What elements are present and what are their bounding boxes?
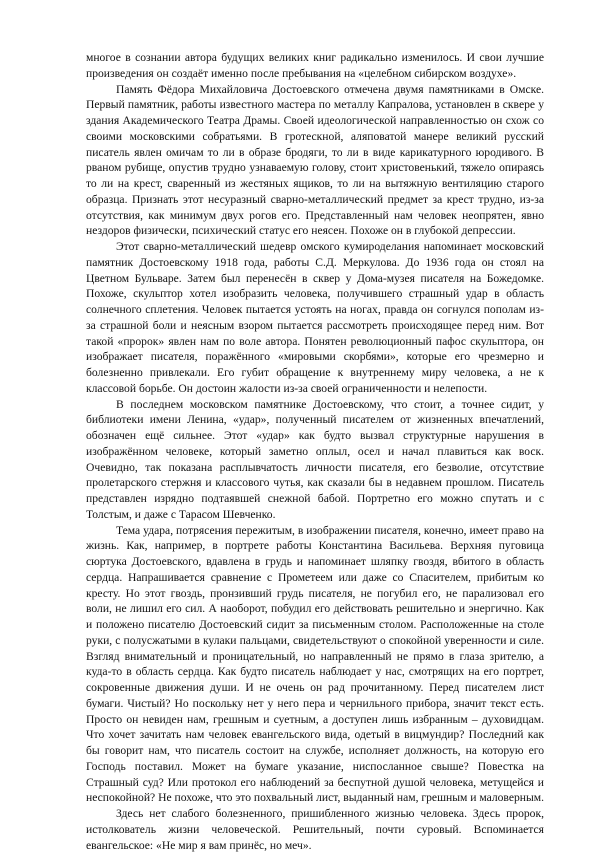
body-text (86, 50, 544, 853)
paragraph-merkulov-monument: Этот сварно-металлический шедевр омского кумироделания напоминает московский памятник Достоевскому 1918 года, работы С.Д. Меркулова. До 1936 года он стоял на Цветном Бульваре. Затем был перенесён в сквер у Дома-музея писателя на Божедомке. Похоже, скульптор хотел изобразить человека, получившего страшный удар в область солнечного сплетения. Человек пытается устоять на ногах, правда он согнулся пополам из-за страшной боли и неясным взором пытается рассмотреть происходящее перед ним. Вот такой «пророк» явлен нам по воле автора. Понятен революционный пафос скульптора, он изображает писателя, поражённого «мировыми скорбями», которые его чрезмерно и болезненно привлекали. Его губит обращение к внутреннему миру человека, а не к классовой борьбе. Он достоин жалости из-за своей ограниченности и нелепости. (86, 240, 544, 395)
paragraph-continuation: многое в сознании автора будущих великих книг радикально изменилось. И свои лучшие произведения он создаёт именно после пребывания на «целебном сибирском воздухе». (86, 51, 544, 80)
paragraph-vasiliev-portrait: Тема удара, потрясения пережитым, в изображении писателя, конечно, имеет право на жизнь. Как, например, в портрете работы Константина Васильева. Верхняя пуговица сюртука Достоевского, вдавлена в грудь и напоминает шляпку гвоздя, вбитого в область сердца. Напрашивается сравнение с Прометеем или даже со Спасителем, прибитым ко кресту. Но этот гвоздь, пронзивший грудь писателя, не погубил его, не парализовал его воли, не лишил его сил. А наоборот, побудил его действовать решительно и энергично. Как и положено писателю Достоевский сидит за письменным столом. Расположенные на столе руки, с полусжатыми в кулаки пальцами, свидетельствуют о спокойной уверенности и силе. Взгляд внимательный и проницательный, но направленный не прямо в глаза зрителю, а куда-то в область сердца. Как будто писатель наблюдает у нас, смотрящих на его портрет, сокровенные движения души. И не очень он рад прочитанному. Перед писателем лист бумаги. Чистый? Но поскольку нет у него пера и чернильного прибора, значит текст есть. Просто он невиден нам, грешным и суетным, а доступен лишь избранным – духовидцам. Что хочет зачитать нам человек евангельского вида, одетый в вицмундир? Последний как бы говорит нам, что писатель состоит на службе, исполняет должность, на которую его Господь поставил. Может на бумаге указание, ниспосланное свыше? Повестка на Страшный суд? Или протокол его наблюдений за беспутной душой человека, метущейся и неспокойной? Не похоже, что это похвальный лист, выданный нам, грешным и маловерным. (86, 523, 544, 805)
paragraph-omsk-monuments: Память Фёдора Михайловича Достоевского отмечена двумя памятниками в Омске. Первый памятник, работы известного мастера по металлу Капралова, установлен в сквере у здания Академического Театра Драмы. Своей идеологической направленностью он схож со своими московскими собратьями. В гротескной, аляповатой манере великий русский писатель явлен омичам то ли в образе бродяги, то ли в виде карикатурного юродивого. В рваном рубище, опустив трудно узнаваемую голову, стоит христовенький, тяжело опираясь то ли на крест, сваренный из жестяных ящиков, то ли на вытяжную вентиляцию старого образца. Признать этот несуразный сварно-металлический предмет за крест трудно, из-за отсутствия, как минимум двух рогов его. Представленный нам человек неопрятен, явно нездоров физически, психический статус его неясен. Похоже он в глубокой депрессии. (86, 82, 544, 238)
paragraph-lenin-library-monument: В последнем московском памятнике Достоевскому, что стоит, а точнее сидит, у библиотеки имени Ленина, «удар», полученный писателем от жизненных впечатлений, обозначен ещё сильнее. Этот «удар» как будто вызвал структурные нарушения в изображённом человеке, который заметно оплыл, осел и начал плавиться как воск. Очевидно, так показана расплывчатость личности писателя, его безволие, отсутствие пролетарского стержня и классового чутья, как сказали бы в недавнем прошлом. Писатель представлен изрядно подтаявшей снежной бабой. Портретно его можно спутать и с Толстым, и даже с Тарасом Шевченко. (86, 397, 544, 521)
paragraph-prophet: Здесь нет слабого болезненного, пришибленного жизнью человека. Здесь пророк, истолкователь жизни человеческой. Решительный, почти суровый. Вспоминается евангельское: «Не мир я вам принёс, но меч». (86, 807, 544, 852)
